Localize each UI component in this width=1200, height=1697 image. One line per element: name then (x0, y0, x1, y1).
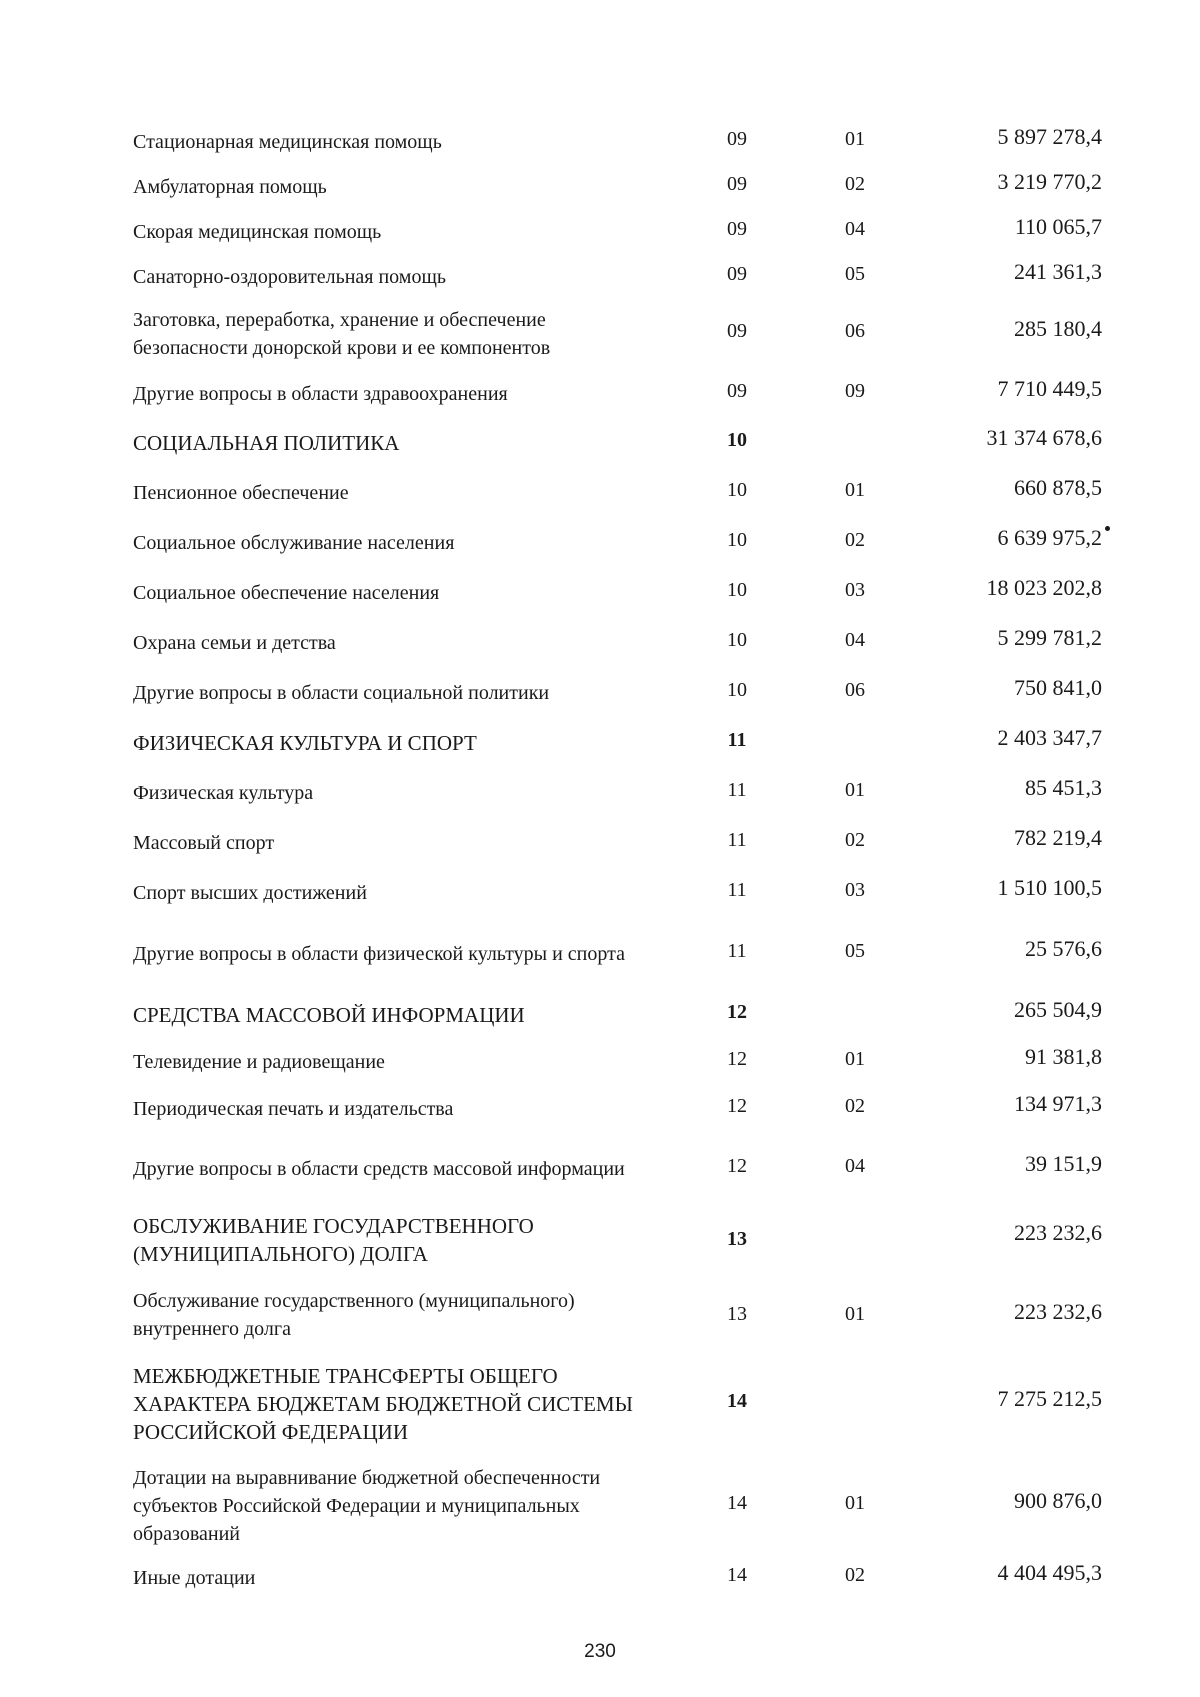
row-section-code: 09 (727, 263, 747, 285)
row-name: Пенсионное обеспечение (133, 482, 349, 504)
row-name: Массовый спорт (133, 832, 275, 854)
row-amount: 750 841,0 (1014, 675, 1102, 700)
row-amount: 241 361,3 (1014, 259, 1102, 284)
row-subsection-code: 02 (845, 173, 865, 195)
row-name: Социальное обеспечение населения (133, 582, 440, 604)
row-section-code: 10 (727, 679, 747, 701)
row-section-code: 13 (727, 1303, 747, 1325)
row-subsection-code: 03 (845, 579, 865, 601)
section-heading: ОБСЛУЖИВАНИЕ ГОСУДАРСТВЕННОГО (МУНИЦИПАЛЬНОГО) ДОЛГА (133, 1214, 534, 1266)
row-amount: 39 151,9 (1025, 1151, 1102, 1176)
row-amount: 31 374 678,6 (986, 425, 1102, 450)
row-section-code: 14 (727, 1564, 747, 1586)
row-amount: 5 897 278,4 (997, 124, 1102, 149)
row-name: Спорт высших достижений (133, 882, 367, 904)
row-section-code: 11 (727, 879, 747, 901)
row-name: Санаторно-оздоровительная помощь (133, 266, 446, 288)
row-section-code: 09 (727, 380, 747, 402)
row-subsection-code: 05 (845, 940, 865, 962)
row-section-code: 09 (727, 218, 747, 240)
row-section-code: 09 (727, 128, 747, 150)
row-amount: 25 576,6 (1025, 936, 1102, 961)
row-subsection-code: 04 (845, 1155, 865, 1177)
row-section-code: 09 (727, 320, 747, 342)
row-section-code: 10 (727, 629, 747, 651)
row-amount: 223 232,6 (1014, 1299, 1102, 1324)
row-subsection-code: 04 (845, 629, 865, 651)
row-subsection-code: 01 (845, 779, 865, 801)
row-amount: 660 878,5 (1014, 475, 1102, 500)
row-subsection-code: 03 (845, 879, 865, 901)
row-subsection-code: 06 (845, 679, 865, 701)
row-subsection-code: 05 (845, 263, 865, 285)
row-name: Другие вопросы в области средств массовой информации (133, 1158, 625, 1180)
row-amount: 900 876,0 (1014, 1488, 1102, 1513)
row-section-code: 11 (727, 729, 747, 751)
row-section-code: 14 (727, 1390, 747, 1412)
row-subsection-code: 02 (845, 1564, 865, 1586)
row-subsection-code: 02 (845, 1095, 865, 1117)
row-amount: 4 404 495,3 (997, 1560, 1102, 1585)
section-heading: ФИЗИЧЕСКАЯ КУЛЬТУРА И СПОРТ (133, 731, 477, 755)
row-subsection-code: 04 (845, 218, 865, 240)
row-name: Другие вопросы в области физической культуры и спорта (133, 943, 625, 965)
row-name: Стационарная медицинская помощь (133, 131, 442, 153)
row-name: Социальное обслуживание населения (133, 532, 455, 554)
section-heading: СРЕДСТВА МАССОВОЙ ИНФОРМАЦИИ (133, 1003, 525, 1027)
row-name: Амбулаторная помощь (133, 176, 327, 198)
row-amount: 5 299 781,2 (997, 625, 1102, 650)
row-amount: 134 971,3 (1014, 1091, 1102, 1116)
section-heading: СОЦИАЛЬНАЯ ПОЛИТИКА (133, 431, 400, 455)
row-name: Обслуживание государственного (муниципального) внутреннего долга (133, 1290, 575, 1340)
row-name: Дотации на выравнивание бюджетной обеспеченности субъектов Российской Федерации и муниципальных образований (133, 1467, 601, 1545)
row-section-code: 10 (727, 429, 747, 451)
row-name: Периодическая печать и издательства (133, 1098, 454, 1120)
row-name: Иные дотации (133, 1567, 256, 1589)
row-subsection-code: 01 (845, 479, 865, 501)
row-amount: 2 403 347,7 (997, 725, 1102, 750)
section-heading: МЕЖБЮДЖЕТНЫЕ ТРАНСФЕРТЫ ОБЩЕГО ХАРАКТЕРА БЮДЖЕТАМ БЮДЖЕТНОЙ СИСТЕМЫ РОССИЙСКОЙ ФЕДЕРАЦИИ (133, 1364, 633, 1444)
row-section-code: 11 (727, 940, 747, 962)
row-section-code: 11 (727, 829, 747, 851)
row-amount: 285 180,4 (1014, 316, 1102, 341)
row-section-code: 12 (727, 1155, 747, 1177)
row-amount: 110 065,7 (1014, 214, 1102, 239)
row-name: Физическая культура (133, 782, 314, 804)
row-section-code: 10 (727, 579, 747, 601)
row-subsection-code: 01 (845, 1492, 865, 1514)
row-subsection-code: 01 (845, 128, 865, 150)
row-name: Телевидение и радиовещание (133, 1051, 385, 1073)
row-name: Другие вопросы в области социальной политики (133, 682, 550, 704)
row-amount: 3 219 770,2 (997, 169, 1102, 194)
row-subsection-code: 01 (845, 1048, 865, 1070)
row-section-code: 11 (727, 779, 747, 801)
row-subsection-code: 06 (845, 320, 865, 342)
row-subsection-code: 02 (845, 829, 865, 851)
scan-speck (1105, 526, 1110, 531)
row-amount: 6 639 975,2 (997, 525, 1102, 550)
row-section-code: 12 (727, 1095, 747, 1117)
row-name: Заготовка, переработка, хранение и обеспечение безопасности донорской крови и ее компонентов (133, 309, 551, 359)
row-subsection-code: 02 (845, 529, 865, 551)
row-amount: 1 510 100,5 (997, 875, 1102, 900)
row-amount: 7 710 449,5 (997, 376, 1102, 401)
row-section-code: 09 (727, 173, 747, 195)
row-section-code: 12 (727, 1048, 747, 1070)
page-number: 230 (584, 1641, 616, 1662)
row-section-code: 10 (727, 529, 747, 551)
row-name: Скорая медицинская помощь (133, 221, 382, 243)
row-name: Охрана семьи и детства (133, 632, 336, 654)
row-amount: 782 219,4 (1014, 825, 1102, 850)
row-section-code: 13 (727, 1228, 747, 1250)
row-subsection-code: 01 (845, 1303, 865, 1325)
row-amount: 265 504,9 (1014, 997, 1102, 1022)
row-amount: 7 275 212,5 (997, 1386, 1102, 1411)
row-section-code: 14 (727, 1492, 747, 1514)
row-name: Другие вопросы в области здравоохранения (133, 383, 508, 405)
row-subsection-code: 09 (845, 380, 865, 402)
row-section-code: 10 (727, 479, 747, 501)
row-amount: 91 381,8 (1025, 1044, 1102, 1069)
row-amount: 85 451,3 (1025, 775, 1102, 800)
row-amount: 18 023 202,8 (986, 575, 1102, 600)
row-section-code: 12 (727, 1001, 747, 1023)
row-amount: 223 232,6 (1014, 1220, 1102, 1245)
